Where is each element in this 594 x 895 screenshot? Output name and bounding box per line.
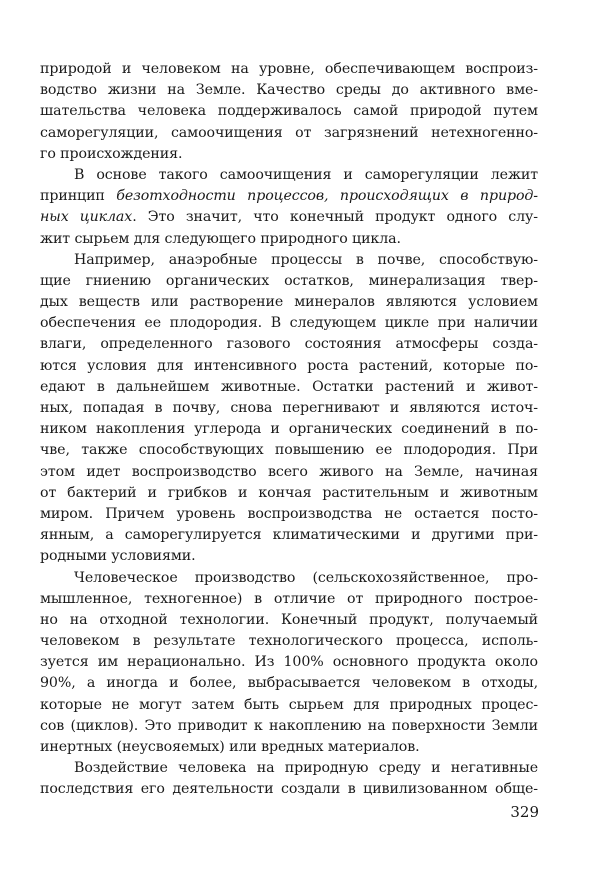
text-line: последствия его деятельности создали в цивилизованном обще- <box>40 781 538 798</box>
page-body <box>40 59 538 801</box>
text-line: 90%, а иногда и более, выбрасывается человеком в отходы, <box>40 675 538 692</box>
text-line <box>40 229 538 250</box>
text-line: инертных (неусвояемых) или вредных материалов. <box>40 739 420 755</box>
text-line: человеком в результате технологического процесса, исполь- <box>40 633 538 650</box>
paragraph-5 <box>40 758 538 800</box>
text-line: мышленное, техногенное) в отличие от природного построе- <box>40 590 538 607</box>
text-line: которые не могут затем быть сырьем для природных процес- <box>40 696 538 713</box>
text-line: ником накопления углерода и органических соединений в по- <box>40 421 538 438</box>
text-line: родными условиями. <box>40 548 196 565</box>
text-line: Человеческое производство (сельскохозяйственное, про- <box>74 569 538 586</box>
text-segment: принцип <box>40 188 117 205</box>
page-number: 329 <box>510 803 539 821</box>
text-line: обеспечения ее плодородия. В следующем цикле при наличии <box>40 315 538 332</box>
text-line: зуется им нерационально. Из 100% основного продукта около <box>40 654 538 671</box>
text-line: ных, попадая в почву, снова перегнивают и являются источ- <box>40 400 538 416</box>
text-line: но на отходной технологии. Конечный продукт, получаемый <box>40 611 538 628</box>
text-line: водство жизни на Земле. Качество среды до активного вме- <box>40 82 538 99</box>
text-line: этом идет воспроизводство всего живого на Земле, начиная <box>40 463 538 480</box>
text-line: Воздействие человека на природную среду и негативные <box>74 760 538 777</box>
emphasis-text: безотходности процессов, происходящих в природ- <box>116 188 538 205</box>
text-line: чве, также способствующих повышению ее плодородия. При <box>40 442 538 459</box>
text-line: едают в дальнейшем животные. Остатки растений и живот- <box>40 378 538 395</box>
text-line <box>40 207 538 228</box>
text-line: дых веществ или растворение минералов являются условием <box>40 294 538 311</box>
text-line: шательства человека поддерживалось самой природой путем <box>40 103 538 120</box>
text-line: миром. Причем уровень воспроизводства не остается посто- <box>40 505 538 522</box>
text-line <box>40 165 538 186</box>
text-segment: жит сырьем для следующего природного цикла. <box>40 230 401 247</box>
paragraph-4 <box>40 568 538 759</box>
paragraph-1 <box>40 59 538 165</box>
paragraph-2 <box>40 165 538 250</box>
paragraph-3 <box>40 250 538 568</box>
text-line: сов (циклов). Это приводит к накоплению на поверхности Земли <box>40 717 538 734</box>
text-segment: В основе такого самоочищения и саморегуляции лежит <box>74 166 538 183</box>
text-segment: . Это значит, что конечный продукт одного слу- <box>132 209 538 226</box>
text-line: янным, а саморегулируется климатическими и другими при- <box>40 527 538 544</box>
text-line: ются условия для интенсивного роста растений, которые по- <box>40 357 538 374</box>
text-line: Например, анаэробные процессы в почве, способствую- <box>74 251 538 268</box>
text-line: саморегуляции, самоочищения от загрязнений нетехногенно- <box>40 124 538 141</box>
text-line: щие гниению органических остатков, минерализация твер- <box>40 272 538 289</box>
text-line: от бактерий и грибков и кончая растительным и животным <box>40 484 538 501</box>
text-line <box>40 186 538 207</box>
text-line: влаги, определенного газового состояния атмосферы созда- <box>40 336 538 353</box>
text-line: природой и человеком на уровне, обеспечивающем воспроиз- <box>40 61 538 77</box>
text-line: го происхождения. <box>40 145 183 162</box>
emphasis-text: ных циклах <box>40 209 133 226</box>
